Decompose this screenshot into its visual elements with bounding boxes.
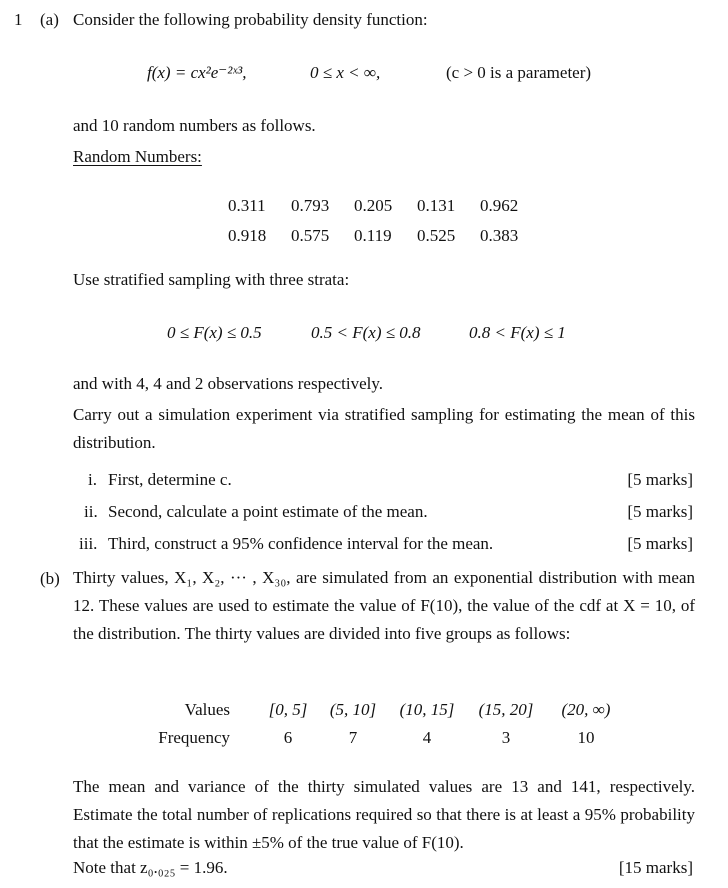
random-number: 0.311 — [228, 196, 266, 215]
subpart-marks: [5 marks] — [627, 470, 693, 489]
random-numbers-table — [228, 196, 543, 256]
z-note: Note that z₀.₀₂₅ = 1.96. — [73, 858, 228, 877]
part-a-intro: Consider the following probability density function: — [73, 10, 428, 29]
frequency-value: 10 — [577, 728, 595, 747]
stratum-1: 0 ≤ F(x) ≤ 0.5 — [167, 323, 262, 342]
random-number: 0.918 — [228, 226, 267, 245]
random-number: 0.205 — [354, 196, 393, 215]
part-b-closing: The mean and variance of the thirty simulated values are 13 and 141, respectively. Estimate the total number of replications required so that there is at least a 95% probability that the estimate is within ±5% of the true value of F(10). — [73, 777, 695, 852]
part-b-text: Thirty values, X₁, X₂, ··· , X₃₀, are simulated from an exponential distribution with mean 12. These values are used to estimate the value of F(10), the value of the cdf at X = 10, of the distribution. The thirty values are divided into five groups as follows: — [73, 568, 695, 643]
random-intro: and 10 random numbers as follows. — [73, 116, 316, 135]
frequency-value: 4 — [422, 728, 432, 747]
observations-text: and with 4, 4 and 2 observations respectively. — [73, 374, 384, 393]
random-heading: Random Numbers: — [73, 147, 202, 166]
random-number: 0.525 — [417, 226, 456, 245]
interval: [0, 5] — [268, 700, 308, 719]
interval: (10, 15] — [399, 700, 455, 719]
frequency-value: 3 — [501, 728, 511, 747]
values-frequency-table — [150, 700, 626, 756]
values-row — [150, 700, 626, 728]
random-row — [228, 196, 543, 226]
interval: (5, 10] — [329, 700, 377, 719]
subpart-label: i. — [88, 470, 97, 489]
part-b-marks: [15 marks] — [618, 858, 693, 877]
subpart-marks: [5 marks] — [627, 502, 693, 521]
frequency-value: 7 — [348, 728, 358, 747]
part-b-label: (b) — [40, 569, 60, 588]
pdf-formula: f(x) = cx²e⁻²ˣ³, — [147, 63, 247, 82]
random-number: 0.383 — [480, 226, 519, 245]
subpart-marks: [5 marks] — [627, 534, 693, 553]
strata-intro: Use stratified sampling with three strata: — [73, 270, 350, 289]
pdf-range: 0 ≤ x < ∞, — [310, 63, 381, 82]
subpart-text: First, determine c. — [108, 470, 232, 489]
task-text: Carry out a simulation experiment via stratified sampling for estimating the mean of this distribution. — [73, 405, 695, 452]
interval: (15, 20] — [478, 700, 534, 719]
stratum-3: 0.8 < F(x) ≤ 1 — [469, 323, 566, 342]
subpart-label: iii. — [79, 534, 98, 553]
question-number: 1 — [14, 10, 23, 29]
subpart-label: ii. — [84, 502, 98, 521]
random-number: 0.962 — [480, 196, 519, 215]
interval: (20, ∞) — [561, 700, 611, 719]
frequency-row — [150, 728, 626, 756]
stratum-2: 0.5 < F(x) ≤ 0.8 — [311, 323, 421, 342]
random-number: 0.575 — [291, 226, 330, 245]
values-label: Values — [184, 700, 230, 719]
random-number: 0.131 — [417, 196, 456, 215]
part-a-label: (a) — [40, 10, 59, 29]
frequency-value: 6 — [283, 728, 293, 747]
random-row — [228, 226, 543, 256]
frequency-label: Frequency — [158, 728, 230, 747]
random-number: 0.793 — [291, 196, 330, 215]
param-note: (c > 0 is a parameter) — [446, 63, 592, 82]
subpart-text: Second, calculate a point estimate of the mean. — [108, 502, 428, 521]
random-number: 0.119 — [354, 226, 392, 245]
subpart-text: Third, construct a 95% confidence interval for the mean. — [108, 534, 494, 553]
